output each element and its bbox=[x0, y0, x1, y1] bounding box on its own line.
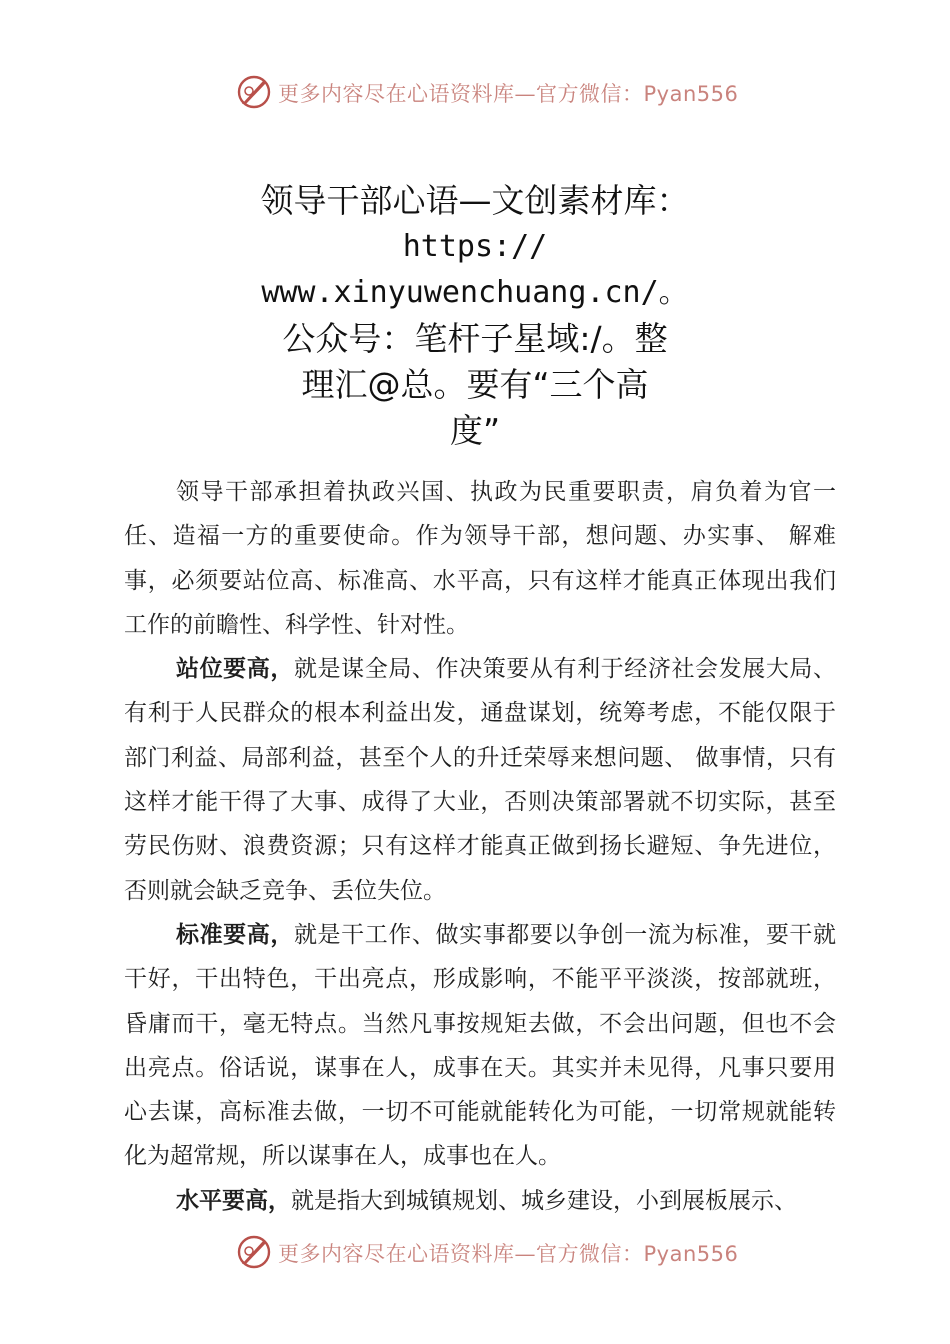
quill-seal-icon bbox=[236, 1234, 272, 1270]
article-body bbox=[124, 470, 836, 1223]
paragraph-text: 领导干部承担着执政兴国、执政为民重要职责，肩负着为官一任、造福一方的重要使命。作为领导干部，想问题、办实事、 解难事，必须要站位高、标准高、水平高，只有这样才能真正体现出我们工作的前瞻性、科学性、针对性。 bbox=[124, 479, 836, 638]
paragraph bbox=[124, 470, 836, 647]
document-title bbox=[200, 178, 750, 454]
title-line: 公众号：笔杆子星域:/。整 bbox=[282, 319, 668, 358]
paragraph-lead: 站位要高， bbox=[176, 656, 294, 683]
paragraph-lead: 水平要高， bbox=[176, 1187, 291, 1214]
title-line: 领导干部心语—文创素材库： bbox=[260, 181, 690, 220]
watermark-text: 更多内容尽在心语资料库—官方微信：Pyan556 bbox=[278, 82, 739, 106]
watermark-text: 更多内容尽在心语资料库—官方微信：Pyan556 bbox=[278, 1242, 739, 1266]
title-line: 度” bbox=[449, 411, 501, 450]
paragraph-text: 就是干工作、做实事都要以争创一流为标准，要干就干好，干出特色，干出亮点，形成影响，不能平平淡淡，按部就班，昏庸而干，毫无特点。当然凡事按规矩去做，不会出问题，但也不会出亮点。俗话说，谋事在人，成事在天。其实并未见得，凡事只要用心去谋，高标准去做，一切不可能就能转化为可能，一切常规就能转化为超常规，所以谋事在人，成事也在人。 bbox=[124, 921, 837, 1170]
header-watermark bbox=[0, 70, 950, 114]
paragraph-text: 就是谋全局、作决策要从有利于经济社会发展大局、有利于人民群众的根本利益出发，通盘谋划，统筹考虑，不能仅限于部门利益、局部利益，甚至个人的升迁荣辱来想问题、 做事情，只有这样才能干得了大事、成得了大业，否则决策部署就不切实际，甚至劳民伤财、浪费资源；只有这样才能真正做到扬长避短、争先进位，否则就会缺乏竞争、丢位失位。 bbox=[124, 656, 837, 904]
wechat-id: Pyan556 bbox=[643, 1242, 739, 1266]
quill-seal-icon bbox=[236, 74, 272, 110]
title-line: 理汇@总。要有“三个高 bbox=[301, 365, 649, 404]
title-url-line: www.xinyuwenchuang.cn/。 bbox=[261, 275, 689, 310]
paragraph-lead: 标准要高， bbox=[176, 921, 294, 948]
footer-watermark bbox=[0, 1230, 950, 1274]
paragraph-text: 就是指大到城镇规划、城乡建设，小到展板展示、 bbox=[291, 1187, 797, 1214]
paragraph bbox=[124, 1179, 836, 1223]
paragraph bbox=[124, 647, 836, 913]
wechat-id: Pyan556 bbox=[643, 82, 739, 106]
title-url-line: https:// bbox=[402, 229, 548, 264]
paragraph bbox=[124, 913, 836, 1179]
